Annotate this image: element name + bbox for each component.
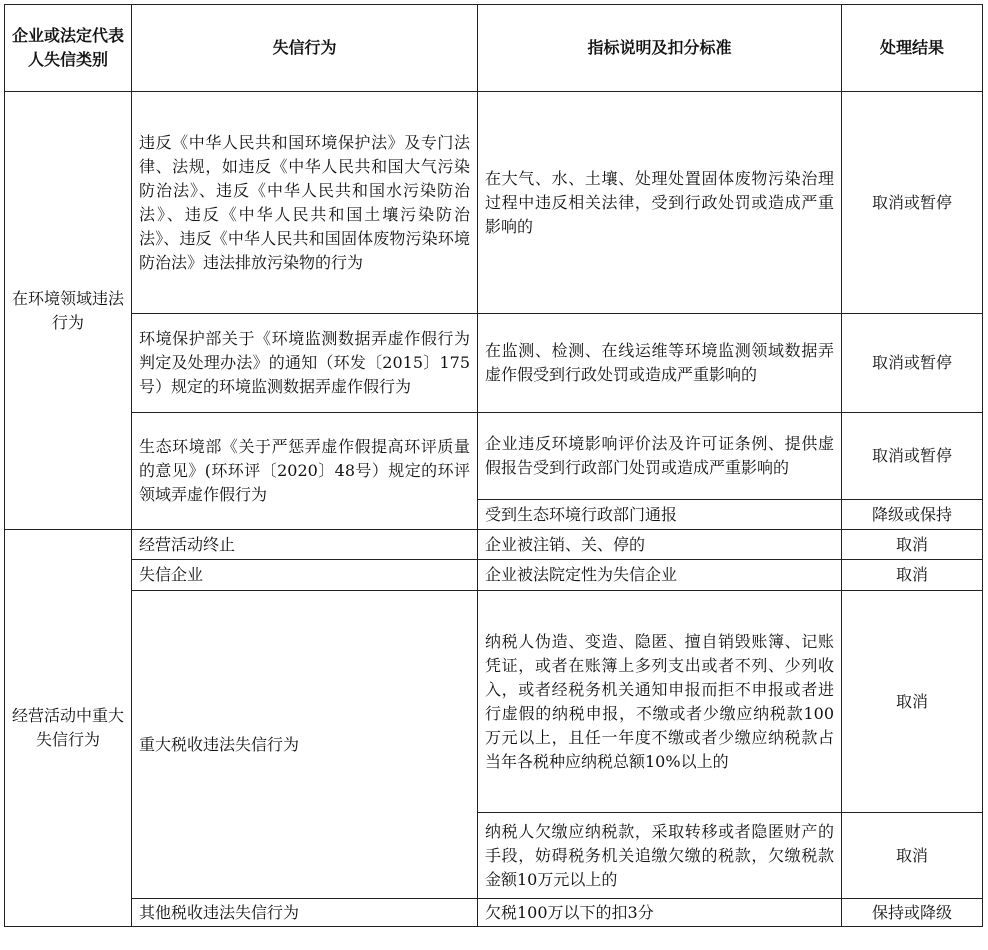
standard-cell: 企业被注销、关、停的	[478, 530, 842, 560]
behavior-cell: 违反《中华人民共和国环境保护法》及专门法律、法规，如违反《中华人民共和国大气污染防治法》、违反《中华人民共和国水污染防治法》、违反《中华人民共和国土壤污染防治法》、违反《中华人民共和国固体废物污染环境防治法》违法排放污染物的行为	[132, 92, 478, 314]
table-row	[5, 591, 983, 813]
standard-cell: 在监测、检测、在线运维等环境监测领域数据弄虚作假受到行政处罚或造成严重影响的	[478, 314, 842, 413]
table-row	[5, 560, 983, 591]
result-cell: 取消或暂停	[842, 314, 983, 413]
category-env: 在环境领域违法行为	[5, 92, 132, 530]
result-cell: 降级或保持	[842, 500, 983, 530]
result-cell: 保持或降级	[842, 899, 983, 927]
table-row	[5, 530, 983, 560]
table-row	[5, 92, 983, 314]
behavior-cell: 生态环境部《关于严惩弄虚作假提高环评质量的意见》(环环评〔2020〕48号）规定的环评领域弄虚作假行为	[132, 413, 478, 530]
standard-cell: 纳税人欠缴应纳税款，采取转移或者隐匿财产的手段，妨碍税务机关追缴欠缴的税款，欠缴税款金额10万元以上的	[478, 813, 842, 899]
behavior-cell: 其他税收违法失信行为	[132, 899, 478, 927]
credit-violation-table	[4, 4, 983, 927]
header-result: 处理结果	[842, 5, 983, 92]
standard-cell: 企业被法院定性为失信企业	[478, 560, 842, 591]
standard-cell: 受到生态环境行政部门通报	[478, 500, 842, 530]
header-category: 企业或法定代表人失信类别	[5, 5, 132, 92]
standard-cell: 欠税100万以下的扣3分	[478, 899, 842, 927]
category-biz: 经营活动中重大失信行为	[5, 530, 132, 927]
result-cell: 取消	[842, 530, 983, 560]
behavior-cell: 环境保护部关于《环境监测数据弄虚作假行为判定及处理办法》的通知（环发〔2015〕175号）规定的环境监测数据弄虚作假行为	[132, 314, 478, 413]
result-cell: 取消或暂停	[842, 92, 983, 314]
header-standard: 指标说明及扣分标准	[478, 5, 842, 92]
result-cell: 取消	[842, 591, 983, 813]
standard-cell: 企业违反环境影响评价法及许可证条例、提供虚假报告受到行政部门处罚或造成严重影响的	[478, 413, 842, 500]
behavior-cell: 重大税收违法失信行为	[132, 591, 478, 899]
behavior-cell: 失信企业	[132, 560, 478, 591]
standard-cell: 纳税人伪造、变造、隐匿、擅自销毁账簿、记账凭证，或者在账簿上多列支出或者不列、少列收入，或者经税务机关通知申报而拒不申报或者进行虚假的纳税申报，不缴或者少缴应纳税款100万元以上，且任一年度不缴或者少缴应纳税款占当年各税种应纳税总额10%以上的	[478, 591, 842, 813]
header-behavior: 失信行为	[132, 5, 478, 92]
result-cell: 取消	[842, 813, 983, 899]
result-cell: 取消	[842, 560, 983, 591]
result-cell: 取消或暂停	[842, 413, 983, 500]
table-row	[5, 413, 983, 500]
table-row	[5, 899, 983, 927]
standard-cell: 在大气、水、土壤、处理处置固体废物污染治理过程中违反相关法律，受到行政处罚或造成严重影响的	[478, 92, 842, 314]
behavior-cell: 经营活动终止	[132, 530, 478, 560]
table-row	[5, 314, 983, 413]
